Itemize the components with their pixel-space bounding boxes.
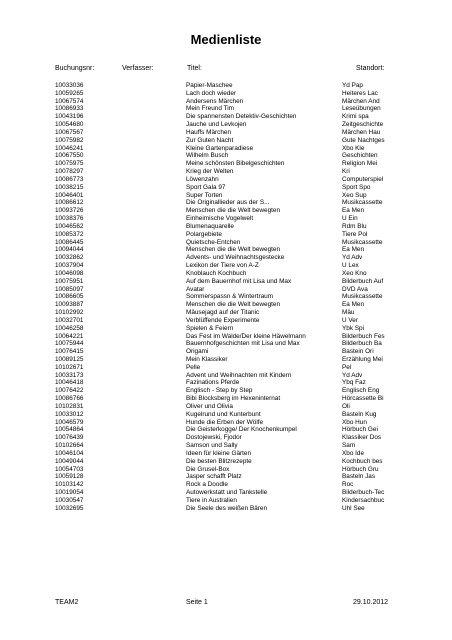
table-row <box>0 239 452 247</box>
buchungsnr-cell: 10075982 <box>55 136 84 144</box>
titel-cell: Die Originallieder aus der S... <box>186 199 270 207</box>
standort-cell: Mäu <box>342 309 355 317</box>
buchungsnr-cell: 10075944 <box>55 340 84 348</box>
buchungsnr-cell: 10032862 <box>55 254 84 262</box>
titel-cell: Advents- und Weihnachtsgestecke <box>186 254 285 262</box>
buchungsnr-cell: 10046104 <box>55 449 84 457</box>
buchungsnr-cell: 10046418 <box>55 379 84 387</box>
buchungsnr-cell: 10033173 <box>55 371 84 379</box>
titel-cell: Advent und Weihnachten mit Kindern <box>186 371 292 379</box>
standort-cell: Bilderbuch Fes <box>342 332 385 340</box>
buchungsnr-cell: 10085372 <box>55 230 84 238</box>
table-row <box>0 466 452 474</box>
table-row <box>0 90 452 98</box>
table-row <box>0 192 452 200</box>
table-row <box>0 129 452 137</box>
buchungsnr-cell: 10037904 <box>55 262 84 270</box>
standort-cell: Leseübungen <box>342 105 381 113</box>
titel-cell: Dostojewski, Fjodor <box>186 434 242 442</box>
buchungsnr-cell: 10094044 <box>55 246 84 254</box>
standort-cell: Pel <box>342 363 352 371</box>
table-row <box>0 434 452 442</box>
buchungsnr-cell: 10030547 <box>55 496 84 504</box>
titel-cell: Knoblauch Kochbuch <box>186 269 247 277</box>
standort-cell: Yd Pap <box>342 82 363 89</box>
standort-cell: Tiere Pol <box>342 230 368 238</box>
standort-cell: Ea Men <box>342 207 365 215</box>
titel-cell: Das Fest im Walde/Der kleine Häwelmann <box>186 332 306 340</box>
table-row <box>0 340 452 348</box>
titel-cell: Hauffs Märchen <box>186 128 231 136</box>
table-row <box>0 152 452 160</box>
table-row <box>0 270 452 278</box>
standort-cell: Religion Mei <box>342 160 378 168</box>
titel-cell: Mein Klassiker <box>186 355 228 363</box>
standort-cell: Yd Adv <box>342 254 363 262</box>
table-row <box>0 215 452 223</box>
buchungsnr-cell: 10033036 <box>55 82 84 89</box>
buchungsnr-cell: 10075951 <box>55 277 84 285</box>
standort-cell: Roc <box>342 481 354 489</box>
buchungsnr-cell: 10076415 <box>55 348 84 356</box>
table-row <box>0 82 452 90</box>
standort-cell: Kri <box>342 168 350 176</box>
buchungsnr-cell: 10046258 <box>55 324 84 332</box>
buchungsnr-cell: 10059265 <box>55 89 84 97</box>
buchungsnr-cell: 10085097 <box>55 285 84 293</box>
buchungsnr-cell: 10064221 <box>55 332 84 340</box>
standort-cell: Bilderbuch Ba <box>342 340 382 348</box>
table-row <box>0 121 452 129</box>
table-row <box>0 426 452 434</box>
titel-cell: Avatar <box>186 285 205 293</box>
page-footer <box>0 599 452 609</box>
header-verfasser: Verfasser: <box>122 65 154 72</box>
buchungsnr-cell: 10089125 <box>55 355 84 363</box>
titel-cell: Einheimische Vogelwelt <box>186 215 254 223</box>
buchungsnr-cell: 10075975 <box>55 160 84 168</box>
titel-cell: Die Grusel-Box <box>186 465 230 473</box>
table-row <box>0 505 452 513</box>
buchungsnr-cell: 10102664 <box>55 442 84 450</box>
titel-cell: Andersens Märchen <box>186 97 244 105</box>
titel-cell: Verblüffende Experimente <box>186 316 260 324</box>
standort-cell: Musikcassette <box>342 238 383 246</box>
buchungsnr-cell: 10086605 <box>55 293 84 301</box>
standort-cell: Klassiker Dos <box>342 434 382 442</box>
titel-cell: Sommerspassn & Wintertraum <box>186 293 274 301</box>
titel-cell: Bibi Blocksberg im Hexeninternat <box>186 395 281 403</box>
titel-cell: Papier-Maschee <box>186 82 233 89</box>
buchungsnr-cell: 10086445 <box>55 238 84 246</box>
table-row <box>0 176 452 184</box>
table-row <box>0 254 452 262</box>
buchungsnr-cell: 10086766 <box>55 395 84 403</box>
buchungsnr-cell: 10093887 <box>55 301 84 309</box>
table-row <box>0 395 452 403</box>
titel-cell: Bauernhofgeschichten mit Lisa und Max <box>186 340 300 348</box>
table-row <box>0 246 452 254</box>
titel-cell: Mäusejagd auf der Titanic <box>186 309 260 317</box>
table-row <box>0 223 452 231</box>
table-row <box>0 113 452 121</box>
titel-cell: Quietsche-Entchen <box>186 238 241 246</box>
titel-cell: Kleine Gartenparadiese <box>186 144 254 152</box>
footer-team: TEAM2 <box>55 599 79 606</box>
standort-cell: U Ein <box>342 215 358 223</box>
table-row <box>0 333 452 341</box>
titel-cell: Menschen die die Welt bewegten <box>186 246 281 254</box>
table-row <box>0 356 452 364</box>
buchungsnr-cell: 10076422 <box>55 387 84 395</box>
buchungsnr-cell: 10102992 <box>55 309 84 317</box>
table-row <box>0 458 452 466</box>
buchungsnr-cell: 10049044 <box>55 457 84 465</box>
buchungsnr-cell: 10033012 <box>55 410 84 418</box>
titel-cell: Super Torten <box>186 191 223 199</box>
table-row <box>0 489 452 497</box>
standort-cell: Musikcassette <box>342 293 383 301</box>
table-row <box>0 348 452 356</box>
standort-cell: Xbo Kle <box>342 144 365 152</box>
buchungsnr-cell: 10046579 <box>55 418 84 426</box>
standort-cell: Rdm Blu <box>342 222 367 230</box>
standort-cell: Oli <box>342 402 350 410</box>
buchungsnr-cell: 10059128 <box>55 473 84 481</box>
buchungsnr-cell: 10086773 <box>55 175 84 183</box>
table-row <box>0 145 452 153</box>
table-row <box>0 199 452 207</box>
table-row <box>0 481 452 489</box>
standort-cell: Bilderbuch-Tec <box>342 489 385 497</box>
buchungsnr-cell: 10067567 <box>55 128 84 136</box>
buchungsnr-cell: 10038376 <box>55 215 84 223</box>
table-row <box>0 286 452 294</box>
titel-cell: Jasper schafft Platz <box>186 473 242 481</box>
table-row <box>0 473 452 481</box>
standort-cell: Ea Men <box>342 301 365 309</box>
table-row <box>0 403 452 411</box>
buchungsnr-cell: 10103142 <box>55 481 84 489</box>
standort-cell: Hörbuch Gru <box>342 465 379 473</box>
titel-cell: Autowerkstatt und Tankstelle <box>186 489 268 497</box>
titel-cell: Rock a Doodle <box>186 481 228 489</box>
titel-cell: Blumenaquarelle <box>186 222 234 230</box>
header-standort: Standort: <box>356 65 385 72</box>
titel-cell: Zur Guten Nacht <box>186 136 234 144</box>
titel-cell: Menschen die die Welt bewegten <box>186 207 281 215</box>
buchungsnr-cell: 10032695 <box>55 504 84 512</box>
standort-cell: Hörbuch Gei <box>342 426 378 434</box>
table-row <box>0 231 452 239</box>
standort-cell: Yd Adv <box>342 371 363 379</box>
document-title: Medienliste <box>190 32 262 47</box>
media-list <box>0 82 452 513</box>
standort-cell: U Ver <box>342 316 358 324</box>
buchungsnr-cell: 10102671 <box>55 363 84 371</box>
table-row <box>0 293 452 301</box>
titel-cell: Die Seele des weißen Bären <box>186 504 267 512</box>
titel-cell: Hunde die Erben der Wölfe <box>186 418 264 426</box>
standort-cell: Englisch Eng <box>342 387 380 395</box>
buchungsnr-cell: 10093726 <box>55 207 84 215</box>
buchungsnr-cell: 10076439 <box>55 434 84 442</box>
buchungsnr-cell: 10054864 <box>55 426 84 434</box>
buchungsnr-cell: 10032701 <box>55 316 84 324</box>
standort-cell: Xbo Hun <box>342 418 367 426</box>
footer-date: 29.10.2012 <box>353 599 389 606</box>
table-row <box>0 160 452 168</box>
standort-cell: Xeo Kno <box>342 269 367 277</box>
titel-cell: Fazinations Pferde <box>186 379 240 387</box>
titel-cell: Krieg der Welten <box>186 168 234 176</box>
titel-cell: Englisch - Step by Step <box>186 387 253 395</box>
standort-cell: Xbo Ide <box>342 449 365 457</box>
titel-cell: Ideen für kleine Gärten <box>186 449 252 457</box>
standort-cell: Erzählung Mei <box>342 355 383 363</box>
table-row <box>0 372 452 380</box>
table-row <box>0 450 452 458</box>
standort-cell: Zeitgeschichte <box>342 121 384 129</box>
header-titel: Titel: <box>187 65 202 72</box>
buchungsnr-cell: 10102831 <box>55 402 84 410</box>
standort-cell: U Lex <box>342 262 359 270</box>
titel-cell: Lach doch wieder <box>186 89 237 97</box>
standort-cell: Märchen And <box>342 97 380 105</box>
standort-cell: Computerspiel <box>342 175 384 183</box>
standort-cell: Kindersachbuc <box>342 496 385 504</box>
titel-cell: Die spannensten Detektiv-Geschichten <box>186 113 297 121</box>
titel-cell: Die besten Blitzrezepte <box>186 457 252 465</box>
standort-cell: Gute Nachtges <box>342 136 385 144</box>
titel-cell: Meine schönsten Bibelgeschichten <box>186 160 285 168</box>
table-row <box>0 419 452 427</box>
standort-cell: Ea Men <box>342 246 365 254</box>
table-row <box>0 98 452 106</box>
table-row <box>0 309 452 317</box>
buchungsnr-cell: 10019054 <box>55 489 84 497</box>
titel-cell: Sport Gala 97 <box>186 183 226 191</box>
buchungsnr-cell: 10086933 <box>55 105 84 113</box>
table-row <box>0 105 452 113</box>
standort-cell: Xeo Sup <box>342 191 367 199</box>
buchungsnr-cell: 10046562 <box>55 222 84 230</box>
titel-cell: Mein Freund Tim <box>186 105 234 113</box>
table-row <box>0 137 452 145</box>
titel-cell: Kugelrund und Kunterbunt <box>186 410 261 418</box>
table-row <box>0 262 452 270</box>
header-buchungsnr: Buchungsnr: <box>55 65 95 72</box>
titel-cell: Oliver und Olivia <box>186 402 233 410</box>
buchungsnr-cell: 10086612 <box>55 199 84 207</box>
buchungsnr-cell: 10067574 <box>55 97 84 105</box>
buchungsnr-cell: 10054680 <box>55 121 84 129</box>
buchungsnr-cell: 10038215 <box>55 183 84 191</box>
table-row <box>0 387 452 395</box>
standort-cell: Ybk Spi <box>342 324 365 332</box>
table-row <box>0 442 452 450</box>
titel-cell: Wilhelm Busch <box>186 152 229 160</box>
column-header-row <box>0 65 452 75</box>
table-row <box>0 184 452 192</box>
titel-cell: Lexikon der Tiere von A-Z <box>186 262 259 270</box>
buchungsnr-cell: 10046401 <box>55 191 84 199</box>
titel-cell: Jauche und Levkojen <box>186 121 247 129</box>
buchungsnr-cell: 10043196 <box>55 113 84 121</box>
buchungsnr-cell: 10046098 <box>55 269 84 277</box>
table-row <box>0 364 452 372</box>
buchungsnr-cell: 10067550 <box>55 152 84 160</box>
footer-page-number: Seite 1 <box>186 599 208 606</box>
table-row <box>0 497 452 505</box>
titel-cell: Die Geisterkogge/ Der Knochenkumpel <box>186 426 297 434</box>
titel-cell: Menschen die die Welt bewegten <box>186 301 281 309</box>
table-row <box>0 411 452 419</box>
standort-cell: Bastein Ori <box>342 348 374 356</box>
table-row <box>0 325 452 333</box>
standort-cell: DVD Ava <box>342 285 368 293</box>
table-row <box>0 317 452 325</box>
titel-cell: Samson und Sally <box>186 442 238 450</box>
table-row <box>0 301 452 309</box>
titel-cell: Polargebiete <box>186 230 222 238</box>
buchungsnr-cell: 10054703 <box>55 465 84 473</box>
titel-cell: Pelle <box>186 363 201 371</box>
standort-cell: Hörcassette Bi <box>342 395 384 403</box>
titel-cell: Löwenzahn <box>186 175 219 183</box>
table-row <box>0 278 452 286</box>
titel-cell: Auf dem Bauernhof mit Lisa und Max <box>186 277 292 285</box>
table-row <box>0 207 452 215</box>
standort-cell: Bilderbuch Auf <box>342 277 384 285</box>
standort-cell: Krimi spa <box>342 113 369 121</box>
table-row <box>0 168 452 176</box>
standort-cell: Sam <box>342 442 356 450</box>
standort-cell: Basteln Jas <box>342 473 376 481</box>
standort-cell: Musikcassette <box>342 199 383 207</box>
standort-cell: Heiteres Lac <box>342 89 378 97</box>
titel-cell: Origami <box>186 348 209 356</box>
buchungsnr-cell: 10046241 <box>55 144 84 152</box>
standort-cell: Ybq Faz <box>342 379 366 387</box>
standort-cell: Sport Spo <box>342 183 371 191</box>
standort-cell: Geschichten <box>342 152 378 160</box>
standort-cell: Basteln Kug <box>342 410 377 418</box>
titel-cell: Tiere in Australien <box>186 496 237 504</box>
buchungsnr-cell: 10078297 <box>55 168 84 176</box>
titel-cell: Spielen & Feiern <box>186 324 234 332</box>
table-row <box>0 379 452 387</box>
standort-cell: Märchen Hau <box>342 128 381 136</box>
standort-cell: Kochbuch bes <box>342 457 383 465</box>
standort-cell: Uhl See <box>342 504 365 512</box>
